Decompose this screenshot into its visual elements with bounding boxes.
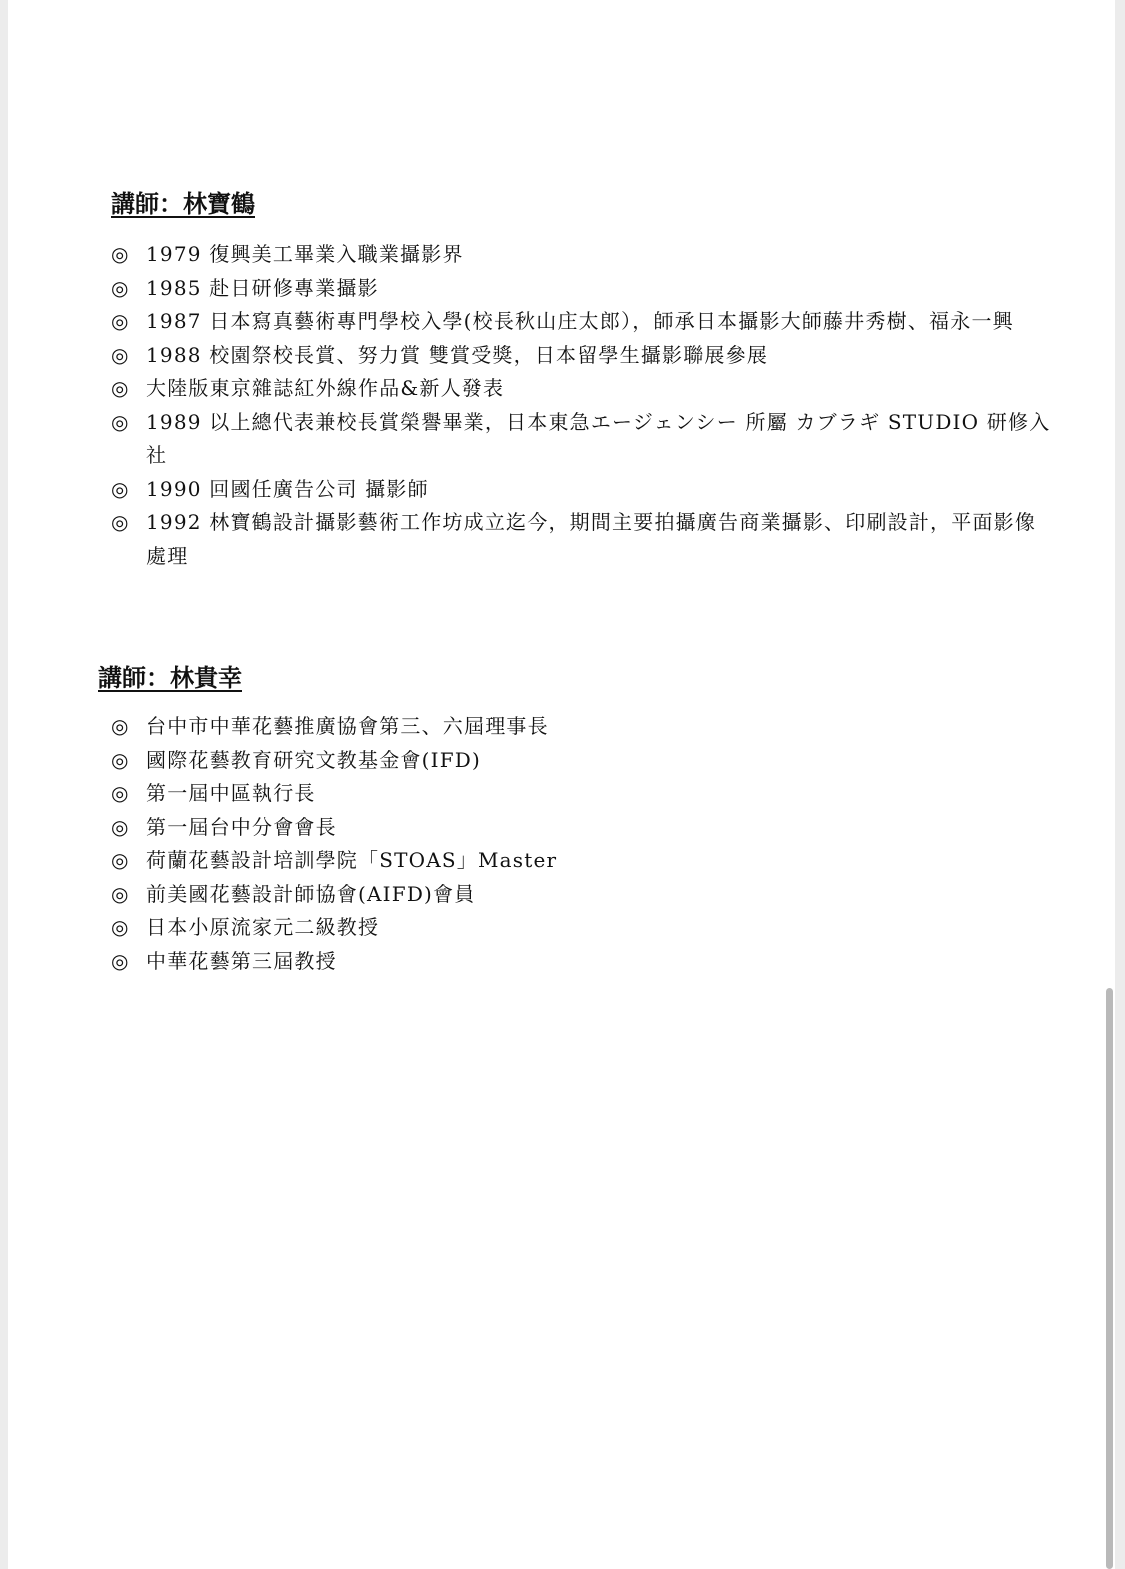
item-text: 1990 回國任廣告公司 攝影師 [146,476,429,501]
bullet-icon: ◎ [111,342,130,367]
item-text: 1979 復興美工畢業入職業攝影界 [146,242,464,266]
bio-list [111,238,1056,573]
list-item [111,272,1056,306]
item-text: 前美國花藝設計師協會(AIFD)會員 [146,881,476,906]
document-page [8,0,1115,1569]
section-heading: 講師：林寶鶴 [111,189,255,218]
list-item [111,506,1056,573]
item-text: 大陸版東京雜誌紅外線作品&新人發表 [146,376,505,400]
item-text: 台中市中華花藝推廣協會第三、六屆理事長 [146,714,549,738]
bullet-icon: ◎ [111,814,130,839]
bullet-icon: ◎ [111,510,130,534]
item-text: 1987 日本寫真藝術專門學校入學(校長秋山庄太郎），師承日本攝影大師藤井秀樹、福永一興 [146,309,1014,333]
item-text: 1989 以上總代表兼校長賞榮譽畢業，日本東急エージェンシー 所屬 カブラギ STUDIO 研修入社 [146,409,1051,467]
list-item [111,911,811,945]
bullet-icon: ◎ [111,848,130,872]
item-text: 中華花藝第三屆教授 [146,948,337,973]
list-item [111,744,811,778]
bullet-icon: ◎ [111,242,130,266]
list-item [111,777,811,811]
list-item [111,710,811,744]
item-text: 國際花藝教育研究文教基金會(IFD) [146,747,482,772]
list-item [111,372,1056,406]
bullet-icon: ◎ [111,476,130,501]
bullet-icon: ◎ [111,781,130,805]
item-text: 荷蘭花藝設計培訓學院「STOAS」Master [146,848,558,872]
list-item [111,878,811,912]
bullet-icon: ◎ [111,747,130,772]
bullet-icon: ◎ [111,714,130,738]
bullet-icon: ◎ [111,915,130,939]
list-item [111,305,1056,339]
item-text: 第一屆台中分會會長 [146,814,337,839]
list-item [111,238,1056,272]
list-item [111,811,811,845]
list-item [111,339,1056,373]
list-item [111,945,811,979]
item-text: 日本小原流家元二級教授 [146,915,380,939]
bullet-icon: ◎ [111,881,130,906]
item-text: 1988 校園祭校長賞、努力賞 雙賞受獎，日本留學生攝影聯展參展 [146,342,769,367]
section-heading: 講師：林貴幸 [98,663,242,692]
item-text: 第一屆中區執行長 [146,781,316,805]
item-text: 1985 赴日研修專業攝影 [146,275,379,300]
item-text: 1992 林寶鶴設計攝影藝術工作坊成立迄今，期間主要拍攝廣告商業攝影、印刷設計，平面影像處理 [146,510,1037,568]
list-item [111,844,811,878]
vertical-scrollbar[interactable] [1106,988,1113,1569]
bio-list [111,710,811,978]
list-item [111,473,1056,507]
bullet-icon: ◎ [111,275,130,300]
list-item [111,406,1056,473]
bullet-icon: ◎ [111,409,130,434]
bullet-icon: ◎ [111,948,130,973]
bullet-icon: ◎ [111,376,130,400]
bullet-icon: ◎ [111,309,130,333]
